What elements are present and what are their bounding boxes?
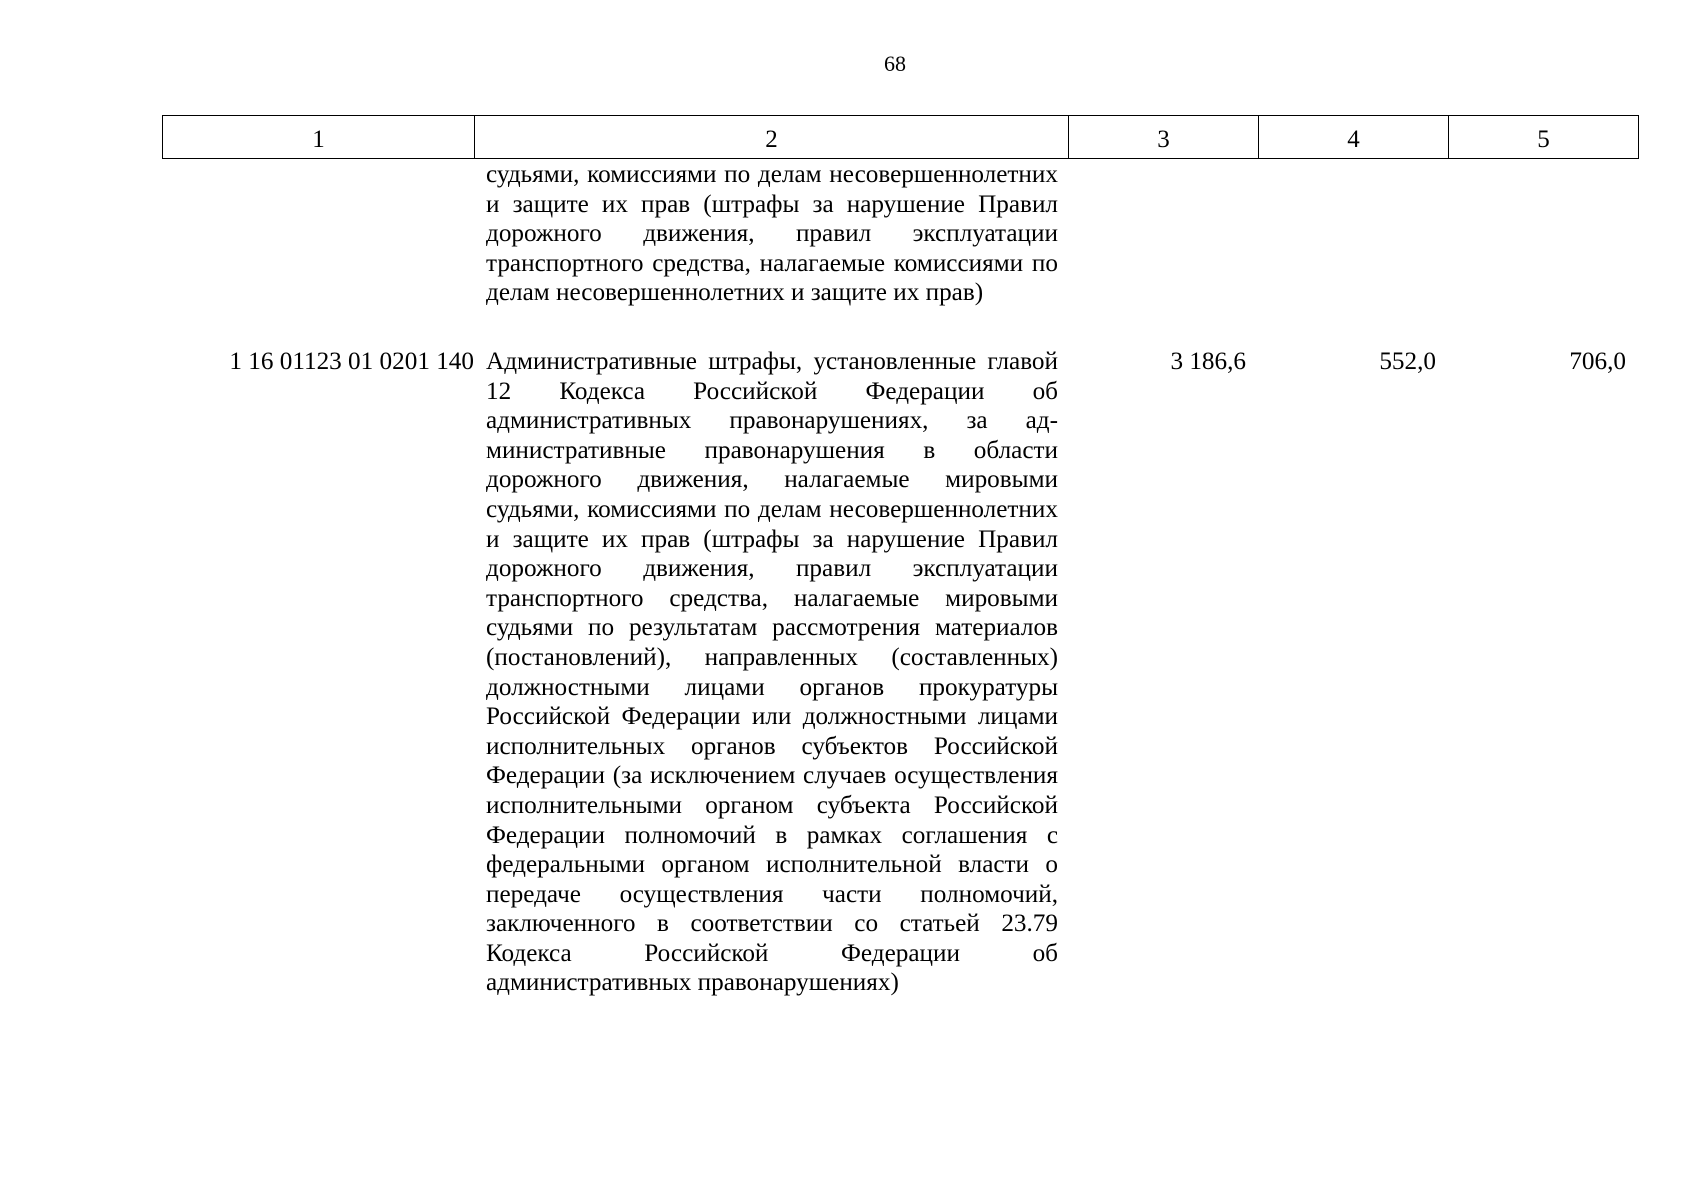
header-row — [163, 116, 1639, 159]
value-col-5: 706,0 — [1569, 348, 1626, 375]
page-number: 68 — [884, 51, 906, 76]
value-col-4: 552,0 — [1379, 348, 1436, 375]
header-col-1: 1 — [163, 116, 475, 159]
header-col-3: 3 — [1069, 116, 1259, 159]
budget-code: 1 16 01123 01 0201 140 — [229, 348, 474, 375]
header-col-4: 4 — [1259, 116, 1449, 159]
header-col-2: 2 — [475, 116, 1069, 159]
continued-description: судьями, комиссиями по делам несовершеннолетних и защите их прав (штрафы за нарушение Правил дорожного движения, правил эксплуатации транспортного средства, налагаемые комиссиями по делам несовершеннолетних и защите их прав) — [486, 161, 1058, 307]
value-col-3: 3 186,6 — [1170, 348, 1246, 375]
table-header — [162, 115, 1639, 159]
header-col-5: 5 — [1449, 116, 1639, 159]
row-description: Административные штрафы, установленные главой 12 Кодекса Российской Федерации об административных правонарушениях, за административные правонарушения в области дорожного движения, налагаемые мировыми судьями, комиссиями по делам несовершеннолетних и защите их прав (штрафы за нарушение Правил дорожного движения, правил эксплуатации транспортного средства, налагаемые мировыми судьями по результатам рассмотрения материалов (постановлений), направленных (составленных) должностными лицами органов прокуратуры Российской Федерации или должностными лицами исполнительных органов субъектов Российской Федерации (за исключением случаев осуществления исполнительными органом субъекта Российской Федерации полномочий в рамках соглашения с федеральными органом исполнительной власти о передаче осуществления части полномочий, заключенного в соответствии со статьей 23.79 Кодекса Российской Федерации об административных правонарушениях) — [486, 348, 1058, 997]
